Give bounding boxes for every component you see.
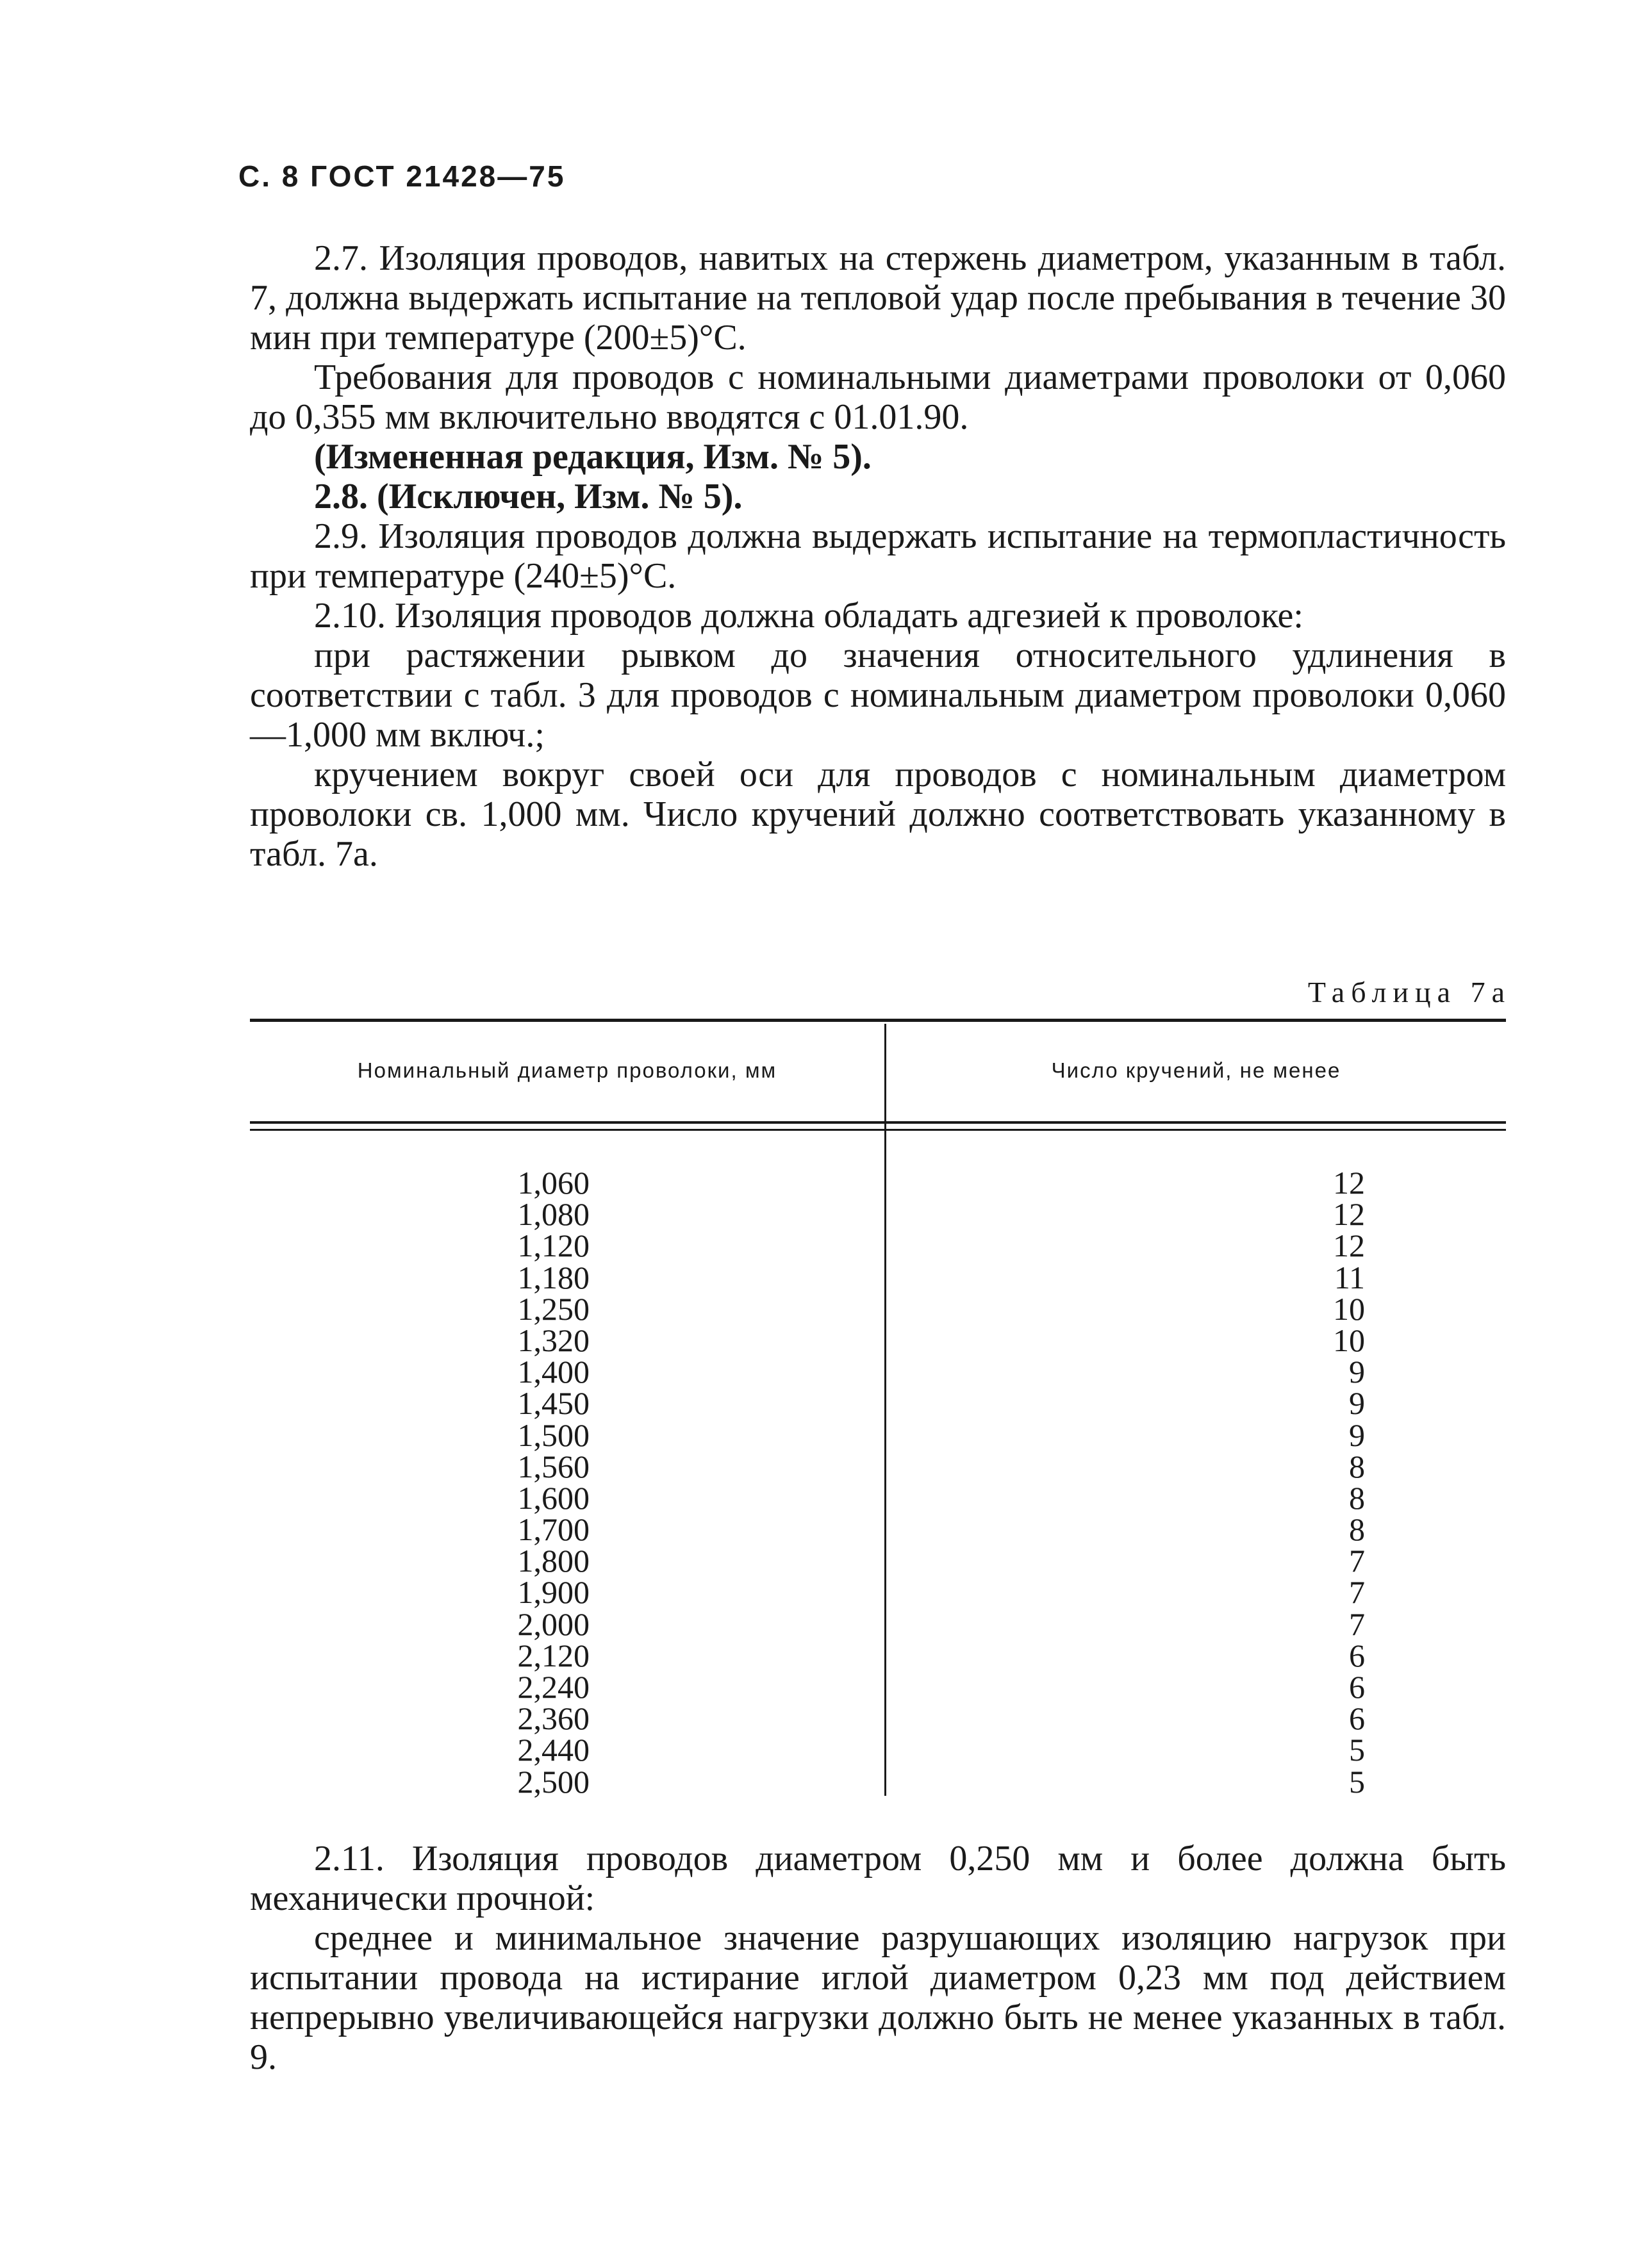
diameter-cell: 1,560 [517, 1448, 590, 1484]
diameter-cell: 1,250 [517, 1290, 590, 1327]
twists-cell: 10 [1333, 1322, 1365, 1358]
diameter-cell: 1,120 [517, 1228, 590, 1264]
page-header: С. 8 ГОСТ 21428—75 [238, 160, 566, 193]
table-header-rule-1 [250, 1121, 1506, 1124]
top-text-block [250, 238, 1506, 874]
twists-cell: 6 [1349, 1700, 1365, 1737]
paragraph-2-8: 2.8. (Исключен, Изм. № 5). [314, 477, 743, 516]
diameter-cell: 2,120 [517, 1637, 590, 1673]
twists-column [1314, 1167, 1365, 1798]
twists-cell: 7 [1349, 1606, 1365, 1642]
twists-cell: 6 [1349, 1637, 1365, 1673]
diameter-cell: 1,500 [517, 1417, 590, 1453]
paragraph-requirements-date: Требования для проводов с номинальными диаметрами проволоки от 0,060 до 0,355 мм включительно вводятся с 01.01.90. [250, 357, 1506, 437]
paragraph-twisting: кручением вокруг своей оси для проводов с номинальным диаметром проволоки св. 1,000 мм. Число кручений должно соответствовать указанному в табл. 7а. [250, 755, 1506, 874]
diameter-cell: 1,180 [517, 1259, 590, 1295]
table-title: Таблица 7а [1307, 976, 1511, 1008]
table-7a [250, 1019, 1506, 1803]
paragraph-2-11: 2.11. Изоляция проводов диаметром 0,250 мм и более должна быть механически прочной: [250, 1839, 1506, 1918]
paragraph-amended-note: (Измененная редакция, Изм. № 5). [314, 437, 872, 477]
diameter-cell: 1,080 [517, 1196, 590, 1233]
diameter-cell: 2,440 [517, 1732, 590, 1768]
twists-cell: 8 [1349, 1511, 1365, 1548]
twists-cell: 9 [1349, 1417, 1365, 1453]
table-header-rule-2 [250, 1129, 1506, 1131]
paragraph-2-10: 2.10. Изоляция проводов должна обладать адгезией к проволоке: [314, 596, 1303, 636]
twists-cell: 8 [1349, 1479, 1365, 1516]
diameter-cell: 1,060 [517, 1165, 590, 1201]
bottom-text-block [250, 1839, 1506, 2077]
twists-cell: 5 [1349, 1732, 1365, 1768]
paragraph-2-9: 2.9. Изоляция проводов должна выдержать испытание на термопластичность при температуре (240±5)°С. [250, 516, 1506, 596]
table-top-rule [250, 1019, 1506, 1022]
diameter-cell: 2,500 [517, 1763, 590, 1800]
twists-cell: 12 [1333, 1165, 1365, 1201]
table-header-twists: Число кручений, не менее [1051, 1058, 1341, 1082]
twists-cell: 6 [1349, 1669, 1365, 1705]
twists-cell: 12 [1333, 1228, 1365, 1264]
twists-cell: 12 [1333, 1196, 1365, 1233]
diameter-cell: 2,000 [517, 1606, 590, 1642]
diameter-cell: 1,800 [517, 1543, 590, 1579]
twists-cell: 7 [1349, 1574, 1365, 1611]
paragraph-abrasion: среднее и минимальное значение разрушающих изоляцию нагрузок при испытании провода на истирание иглой диаметром 0,23 мм под действием непрерывно увеличивающейся нагрузки должно быть не менее указанных в табл. 9. [250, 1918, 1506, 2077]
diameter-cell: 1,400 [517, 1354, 590, 1390]
paragraph-stretching: при растяжении рывком до значения относительного удлинения в соответствии с табл. 3 для проводов с номинальным диаметром проволоки 0,060—1,000 мм включ.; [250, 636, 1506, 755]
table-column-divider [884, 1024, 886, 1796]
diameter-cell: 1,700 [517, 1511, 590, 1548]
twists-cell: 10 [1333, 1290, 1365, 1327]
diameter-column [487, 1167, 590, 1798]
table-header-diameter: Номинальный диаметр проволоки, мм [357, 1058, 777, 1082]
diameter-cell: 2,240 [517, 1669, 590, 1705]
diameter-cell: 1,900 [517, 1574, 590, 1611]
diameter-cell: 1,600 [517, 1479, 590, 1516]
twists-cell: 7 [1349, 1543, 1365, 1579]
twists-cell: 9 [1349, 1385, 1365, 1422]
paragraph-2-7: 2.7. Изоляция проводов, навитых на стержень диаметром, указанным в табл. 7, должна выдержать испытание на тепловой удар после пребывания в течение 30 мин при температуре (200±5)°С. [250, 238, 1506, 357]
twists-cell: 11 [1334, 1259, 1365, 1295]
diameter-cell: 2,360 [517, 1700, 590, 1737]
diameter-cell: 1,320 [517, 1322, 590, 1358]
diameter-cell: 1,450 [517, 1385, 590, 1422]
twists-cell: 8 [1349, 1448, 1365, 1484]
twists-cell: 9 [1349, 1354, 1365, 1390]
twists-cell: 5 [1349, 1763, 1365, 1800]
